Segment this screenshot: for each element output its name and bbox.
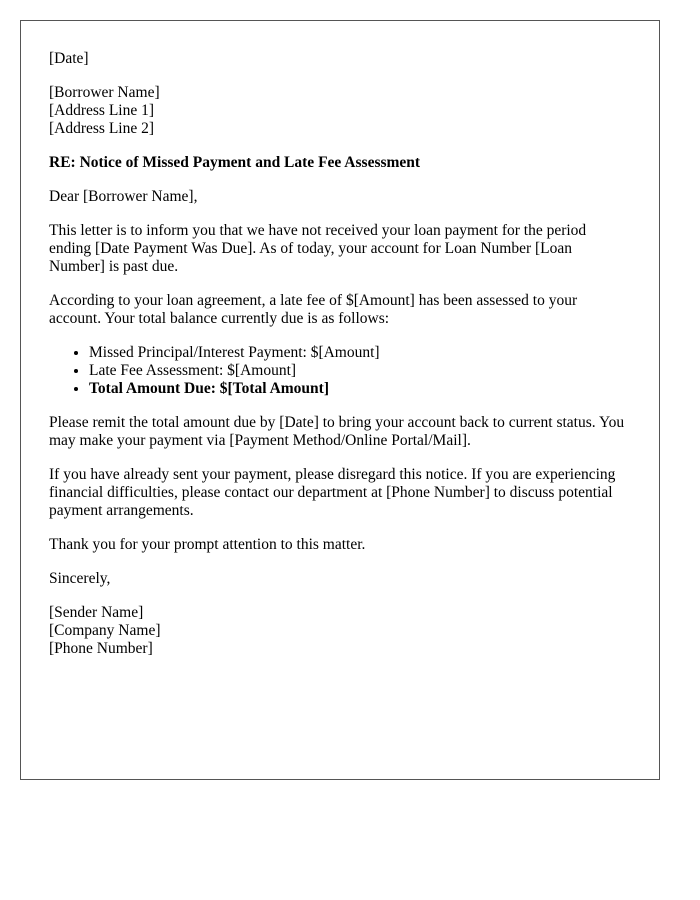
recipient-address-line-1: [Address Line 1]: [49, 102, 155, 119]
recipient-address-line-2: [Address Line 2]: [49, 120, 155, 137]
paragraph-late-fee: According to your loan agreement, a late fee of $[Amount] has been assessed to your account. Your total balance currently due is as follows:: [49, 292, 578, 327]
paragraph-thanks: Thank you for your prompt attention to this matter.: [49, 536, 366, 553]
list-item-missed-payment: • Missed Principal/Interest Payment: $[Amount]: [89, 344, 631, 362]
recipient-name: [Borrower Name]: [49, 84, 160, 101]
paragraph-disregard: If you have already sent your payment, please disregard this notice. If you are experiencing financial difficulties, please contact our department at [Phone Number] to discuss potential payment arrangements.: [49, 466, 616, 519]
salutation: Dear [Borrower Name],: [49, 188, 198, 205]
letter-page: [20, 20, 660, 780]
sender-signature-block: [49, 604, 631, 658]
sender-name: [Sender Name]: [49, 604, 144, 621]
letter-date: [Date]: [49, 50, 89, 67]
subject-line: RE: Notice of Missed Payment and Late Fee Assessment: [49, 154, 421, 171]
paragraph-missed-payment: This letter is to inform you that we have not received your loan payment for the period ending [Date Payment Was Due]. As of today, your account for Loan Number [Loan Number] is past due.: [49, 222, 587, 275]
list-item-late-fee: • Late Fee Assessment: $[Amount]: [89, 362, 631, 380]
sender-phone: [Phone Number]: [49, 640, 153, 657]
closing: Sincerely,: [49, 570, 111, 587]
recipient-address-block: [49, 84, 631, 138]
paragraph-remit: Please remit the total amount due by [Date] to bring your account back to current status. You may make your payment via [Payment Method/Online Portal/Mail].: [49, 414, 625, 449]
list-item-total-due: • Total Amount Due: $[Total Amount]: [89, 380, 631, 398]
balance-list: [49, 344, 631, 398]
sender-company: [Company Name]: [49, 622, 161, 639]
